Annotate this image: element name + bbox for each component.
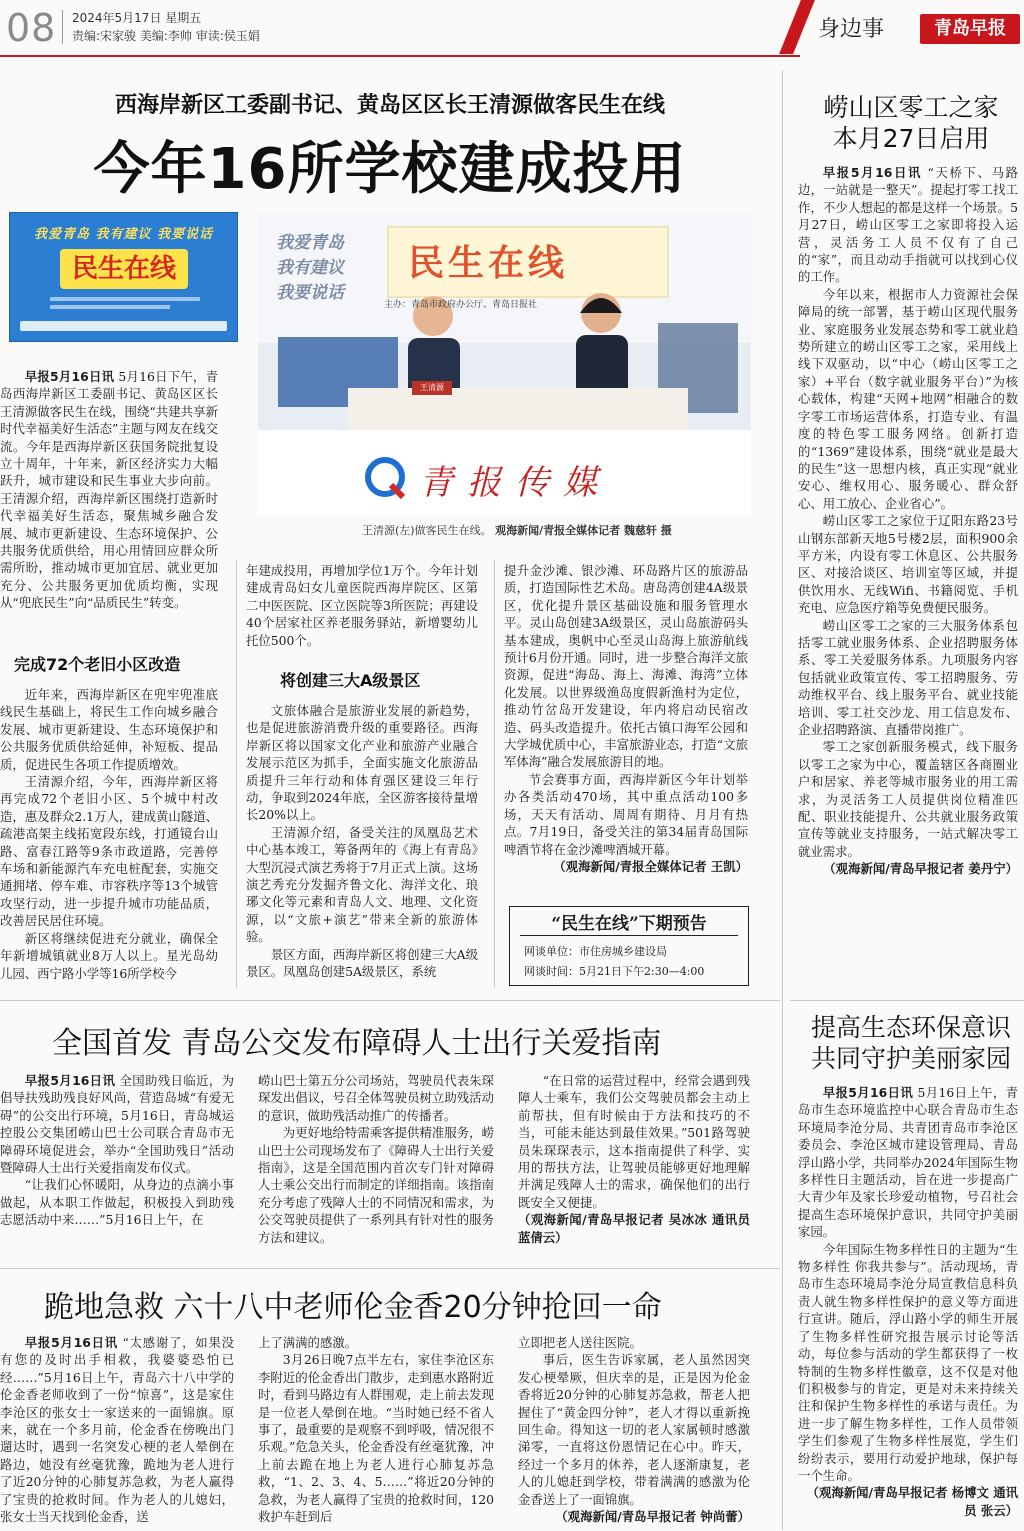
bus-headline: 全国首发 青岛公交发布障碍人士出行关爱指南 xyxy=(52,1026,662,1061)
paragraph: 景区方面，西海岸新区将创建三大A级景区。凤凰岛创建5A级景区，系统 xyxy=(246,946,478,980)
paragraph: 5月16日上午，青岛市生态环境监控中心联合青岛市生态环境局李沧分局、共青团青岛市李沧区委员会、李沧区城市建设管理局、青岛浮山路小学，共同举办2024年国际生物多样性日主题活动，旨在进一步提高广大青少年及家长珍爱动植物，号召社会提高生态环境保护意识，共同守护美丽家园。 xyxy=(798,1085,1018,1240)
paragraph: “让我们心怀暖阳，从身边的点滴小事做起，从本职工作做起，积极投入到助残志愿活动中来……”5月16日上午，在 xyxy=(0,1177,234,1228)
eco-title-line-1: 提高生态环保意识 xyxy=(810,1013,1011,1042)
paragraph: 王清源介绍，备受关注的凤凰岛艺术中心基本竣工，筹备两年的《海上有青岛》大型沉浸式演艺秀将于7月正式上演。这场演艺秀充分发掘齐鲁文化、海洋文化、琅琊文化等元素和青岛人文、地理、文化资源，以“文旅+演艺”带来全新的旅游体验。 xyxy=(246,824,478,945)
paragraph: 节会赛事方面，西海岸新区今年计划举办各类活动470场，其中重点活动100多场，天天有活动、周周有期待、月月有热点。7月19日，备受关注的第34届青岛国际啤酒节将在金沙滩啤酒城开幕。 xyxy=(504,771,748,857)
bus-column-3 xyxy=(518,1072,750,1246)
paragraph: 全国助残日临近，为倡导扶残助残良好风尚，营造岛城“有爱无碍”的公交出行环境，5月16日，青岛城运控股公交集团崂山巴士公司联合青岛市无障碍环境促进会，举办“全国助残日”活动暨障碍人士出行关爱指南发布仪式。 xyxy=(0,1073,234,1176)
rescue-column-3 xyxy=(518,1334,750,1525)
section-rule xyxy=(790,1000,1024,1001)
brand-logo: 青岛早报 xyxy=(920,14,1020,44)
lead-column-2b xyxy=(246,702,478,981)
paragraph: 王清源介绍，今年，西海岸新区将再完成72个老旧小区、5个城中村改造，惠及群众2.1万人，建成黄山隧道、疏港高架主线拓宽段东线，打通镜台山路、富春江路等9条市政道路，完善停车场和新能源汽车充电桩配套，实施交通拥堵、停车难、市容秩序等13个城管攻坚行动，进一步提升城市功能品质，改善居民居住环境。 xyxy=(0,774,218,929)
byline: （观海新闻/青岛早报记者 吴冰冰 通讯员 蓝倩云） xyxy=(518,1212,750,1245)
header-separator xyxy=(62,10,63,44)
paragraph: 崂山区零工之家的三大服务体系包括零工就业服务体系、企业招聘服务体系、零工关爱服务体系。九项服务内容包括就业政策宣传、零工招聘服务、劳动维权平台、线上服务平台、就业技能培训、零工社交沙龙、用工信息发布、企业招聘路演、直播带岗推广。 xyxy=(798,617,1018,737)
next-issue-preview xyxy=(509,906,749,986)
eco-article xyxy=(798,1084,1018,1519)
rescue-column-2 xyxy=(258,1334,494,1525)
preview-time: 网谈时间：5月21日下午2:30—4:00 xyxy=(524,965,705,978)
photo-slogan-1: 我爱青岛 xyxy=(276,233,344,253)
issue-date: 2024年5月17日 星期五 xyxy=(72,11,202,25)
section-rule xyxy=(0,1000,780,1001)
lead-headline: 今年16所学校建成投用 xyxy=(93,137,687,202)
rescue-headline: 跪地急救 六十八中老师伦金香20分钟抢回一命 xyxy=(44,1290,662,1325)
caption-credit: 观海新闻/青报全媒体记者 魏慈轩 摄 xyxy=(495,524,672,537)
paragraph: 事后，医生告诉家属，老人虽然因突发心梗晕厥，但庆幸的是，正是因为伦金香将近20分钟的心肺复苏急救，帮老人把握住了“黄金四分钟”，老人才得以重新挽回生命。得知这一切的老人家属顿时感激涕零，一直将这份恩情记在心中。昨天，经过一个多月的休养，老人逐渐康复，老人的儿媳赶到学校，带着满满的感激为伦金香送上了一面锦旗。 xyxy=(518,1352,750,1507)
paragraph: 上了满满的感激。 xyxy=(258,1335,358,1350)
paragraph: 崂山区零工之家位于辽阳东路23号山钢东部新天地5号楼2层，面积900余平方米，内设有零工休息区、公共服务区、对接洽谈区、培训室等区域，并提供饮用水、无线Wifi、书籍阅览、手机充电、应急医疗箱等免费便民服务。 xyxy=(798,513,1018,616)
preview-rule xyxy=(520,935,738,936)
minsheng-banner-image xyxy=(9,212,238,342)
photo-slogan-3: 我要说话 xyxy=(276,283,344,303)
column-rule xyxy=(494,560,495,988)
paragraph: “太感谢了，如果没有您的及时出手相救，我婆婆恐怕已经……”5月16日上午，青岛六十八中学的伦金香老师收到了一份“惊喜”，这是家住李沧区的张女士一家送来的一面锦旗。原来，就在一个多月前，伦金香在傍晚出门遛达时，遇到一名突发心梗的老人晕倒在路边，她没有丝毫犹豫，跪地为老人进行了近20分钟的心肺复苏急救，为老人赢得了宝贵的抢救时间。作为老人的儿媳妇，张女士当天找到伦金香，送 xyxy=(0,1335,234,1525)
paragraph: 5月16日下午，青岛西海岸新区工委副书记、黄岛区区长王清源做客民生在线，围绕“共建共享新时代幸福美好生活态”主题与网友在线交流。今年是西海岸新区获国务院批复设立十周年，十年来，新区经济实力大幅跃升，城市建设和民生事业大步向前。王清源介绍，西海岸新区围绕打造新时代幸福美好生活态，聚焦城乡融合发展、城市更新建设、生态环境保护、公共服务优质供给，用心用情回应群众所需所盼，推动城市更加宜居、就业更加充分、公共服务更加优质均衡，实现从“兜底民生”向“品质民生”转变。 xyxy=(0,369,218,611)
byline: （观海新闻/青报全媒体记者 王凯） xyxy=(553,858,748,874)
bus-column-1 xyxy=(0,1072,234,1229)
laoshan-title-line-2: 本月27日启用 xyxy=(832,124,990,153)
lead-column-1b xyxy=(0,686,218,982)
eco-title-line-2: 共同守护美丽家园 xyxy=(810,1044,1011,1073)
paragraph: 立即把老人送往医院。 xyxy=(518,1335,642,1350)
column-rule xyxy=(782,70,783,1530)
subhead-renovation: 完成72个老旧小区改造 xyxy=(14,655,181,674)
paragraph: 今年国际生物多样性日的主题为“生物多样性 你我共参与”。活动现场，青岛市生态环境局李沧分局宣教信息科负责人就生物多样性保护的意义等方面进行宣讲。随后，浮山路小学的师生开展了生物多样性研究报告展示讨论等活动，每位参与活动的学生都获得了一枚特制的生物多样性徽章，这不仅是对他们积极参与的肯定，更是对未来持续关注和保护生物多样性的承诺与责任。为进一步了解生物多样性，工作人员带领学生们参观了生物多样性展览，学生们纷纷表示，要用行动爱护地球，保护每一个生命。 xyxy=(798,1241,1018,1483)
header-accent-bar xyxy=(779,0,815,54)
paragraph: 年建成投用，再增加学位1万个。今年计划建成青岛妇女儿童医院西海岸院区、区第二中医医院、区立医院等3所医院；再建设40个居家社区养老服务驿站，新增婴幼儿托位500个。 xyxy=(246,563,478,648)
photo-host-line: 主办：青岛市政府办公厅、青岛日报社 xyxy=(384,300,538,310)
paragraph: “天桥下、马路边，一站就是一整天”。提起打零工找工作，不少人想起的都是这样一个场景。5月27日，崂山区零工之家即将投入运营，灵活务工人员不仅有了自己的“家”，而且动动手指就可以找到心仪的工作。 xyxy=(798,165,1018,285)
paragraph: 新区将继续促进充分就业，确保全年新增城镇就业8万人以上。星光岛幼儿园、西宁路小学等16所学校今 xyxy=(0,930,218,981)
preview-unit: 网谈单位：市住房城乡建设局 xyxy=(524,945,667,958)
banner-slogan-1: 我爱青岛 xyxy=(33,227,90,242)
paragraph: 为更好地给特需乘客提供精准服务，崂山巴士公司现场发布了《障碍人士出行关爱指南》，这是全国范围内首次专门针对障碍人士乘公交出行而制定的详细指南。该指南充分考虑了残障人士的不同情况和需求，为公交驾驶员提供了一系列具有针对性的服务方法和建议。 xyxy=(258,1125,494,1245)
banner-title: 民生在线 xyxy=(60,249,188,289)
bus-column-2 xyxy=(258,1072,494,1246)
paragraph: 文旅体融合是旅游业发展的新趋势，也是促进旅游消费升级的重要路径。西海岸新区将以国家文化产业和旅游产业融合发展示范区为抓手，全面实施文化旅游品质提升三年行动和体育强区建设三年行动，争取到2024年底，全区游客接待量增长20%以上。 xyxy=(246,703,478,823)
byline: （观海新闻/青岛早报记者 姜丹宁） xyxy=(823,861,1018,877)
header-rule xyxy=(0,55,800,57)
paragraph: 近年来，西海岸新区在兜牢兜准底线民生基础上，将民生工作向城乡融合发展、城市更新建设、生态环境保护和公共服务优质供给延伸，补短板、提品质，促进民生各项工作提质增效。 xyxy=(0,687,218,772)
paragraph: “在日常的运营过程中，经常会遇到残障人士乘车，我们公交驾驶员都会主动上前帮扶，但有时候由于方法和技巧的不当，可能未能达到最佳效果。”501路驾驶员朱琛琛表示，这本指南提供了科学、实用的帮扶方法，让驾驶员能够更好地理解并满足残障人士的需求，确保他们的出行既安全又便捷。 xyxy=(518,1073,750,1210)
byline: （观海新闻/青岛早报记者 钟尚蕾） xyxy=(555,1509,750,1525)
paragraph: 崂山巴士第五分公司场站，驾驶员代表朱琛琛发出倡议，号召全体驾驶员树立助残活动的意识，做助残活动推广的传播者。 xyxy=(258,1073,494,1123)
column-rule xyxy=(236,560,237,988)
paragraph: 今年以来，根据市人力资源社会保障局的统一部署，基于崂山区现代服务业、家庭服务业发展态势和零工就业趋势所建立的崂山区零工之家，采用线上线下双驱动，以“中心（崂山区零工之家）+平台（数字就业服务平台）”为核心载体，构建“天网+地网”相融合的数字零工市场运营体系，打造专业、有温度的特色零工服务网络。创新打造的“1369”建设体系，围绕“就业是最大的民生”这一思想内核，真正实现“就业安心、维权用心、服务暖心、群众舒心、用工放心、企业省心”。 xyxy=(798,286,1018,511)
caption-names: 王清源(左)做客民生在线。 xyxy=(362,524,492,537)
watermark-logo xyxy=(363,453,663,503)
dateline: 早报5月16日讯 xyxy=(24,1335,118,1350)
dateline: 早报5月16日讯 xyxy=(822,1085,914,1100)
page-number: 08 xyxy=(6,6,57,50)
paragraph: 3月26日晚7点半左右，家住李沧区东李附近的伦金香出门散步，走到惠水路附近时，看到马路边有人群围观，走上前去发现是一位老人晕倒在地。“当时她已经不省人事了，最重要的是观察不到呼吸，情况很不乐观。”危急关头，伦金香没有丝毫犹豫，冲上前去跪在地上为老人进行心肺复苏急救，“1、2、3、4、5……”将近20分钟的急救，为老人赢得了宝贵的抢救时间，120救护车赶到后 xyxy=(258,1352,494,1525)
banner-slogan-3: 我要说话 xyxy=(157,227,214,242)
qingbao-logo-icon xyxy=(363,455,407,499)
laoshan-article xyxy=(798,164,1018,878)
section-rule xyxy=(0,1268,780,1269)
paragraph: 零工之家创新服务模式，线下服务以零工之家为中心，覆盖辖区各商圈业户和居家、养老等城市服务业的用工需求，为灵活务工人员提供岗位精准匹配、职业技能提升、公共就业服务政策宣传等就业支持服务，一站式解决零工就业需求。 xyxy=(798,739,1018,859)
interview-photo xyxy=(258,213,751,516)
preview-title: “民生在线”下期预告 xyxy=(551,914,707,934)
paragraph: 提升金沙滩、银沙滩、环岛路片区的旅游品质，打造国际性艺术岛。唐岛湾创建4A级景区，优化提升景区基础设施和服务管理水平。灵山岛创建3A级景区，灵山岛旅游码头基本建成，奥帆中心至灵山岛海上旅游航线预计6月份开通。同时，进一步整合海洋文旅资源，促进“海岛、海上、海滩、海湾”立体化发展。以世界级渔岛度假新渔村为定位，推动竹岔岛开发建设，年内将启动民宿改造、码头改造提升。依托古镇口海军公园和大学城优质中心，丰富旅游业态，打造“文旅军体海”融合发展旅游目的地。 xyxy=(504,563,748,770)
nameplate: 王清源 xyxy=(412,381,452,395)
rescue-column-1 xyxy=(0,1334,234,1525)
lead-column-2 xyxy=(246,562,478,649)
laoshan-title-line-1: 崂山区零工之家 xyxy=(823,93,999,122)
photo-title: 民生在线 xyxy=(408,243,569,284)
section-name: 身边事 xyxy=(818,17,885,42)
eco-title xyxy=(798,1012,1024,1074)
dateline: 早报5月16日讯 xyxy=(24,369,115,384)
laoshan-title xyxy=(798,92,1024,154)
watermark-text: 青报传媒 xyxy=(419,463,611,503)
banner-slogan-2: 我有建议 xyxy=(95,227,152,242)
photo-caption xyxy=(362,522,752,538)
photo-slogan-2: 我有建议 xyxy=(276,258,344,278)
dateline: 早报5月16日讯 xyxy=(822,165,922,180)
lead-column-3 xyxy=(504,562,748,875)
editor-credits: 责编:宋家骏 美编:李帅 审读:侯玉娟 xyxy=(72,29,260,43)
dateline: 早报5月16日讯 xyxy=(24,1073,116,1088)
byline: （观海新闻/青岛早报记者 杨博文 通讯员 张云） xyxy=(806,1485,1018,1518)
lead-column-1 xyxy=(0,368,218,612)
lead-kicker: 西海岸新区工委副书记、黄岛区区长王清源做客民生在线 xyxy=(114,92,665,118)
subhead-scenic: 将创建三大A级景区 xyxy=(280,671,421,690)
